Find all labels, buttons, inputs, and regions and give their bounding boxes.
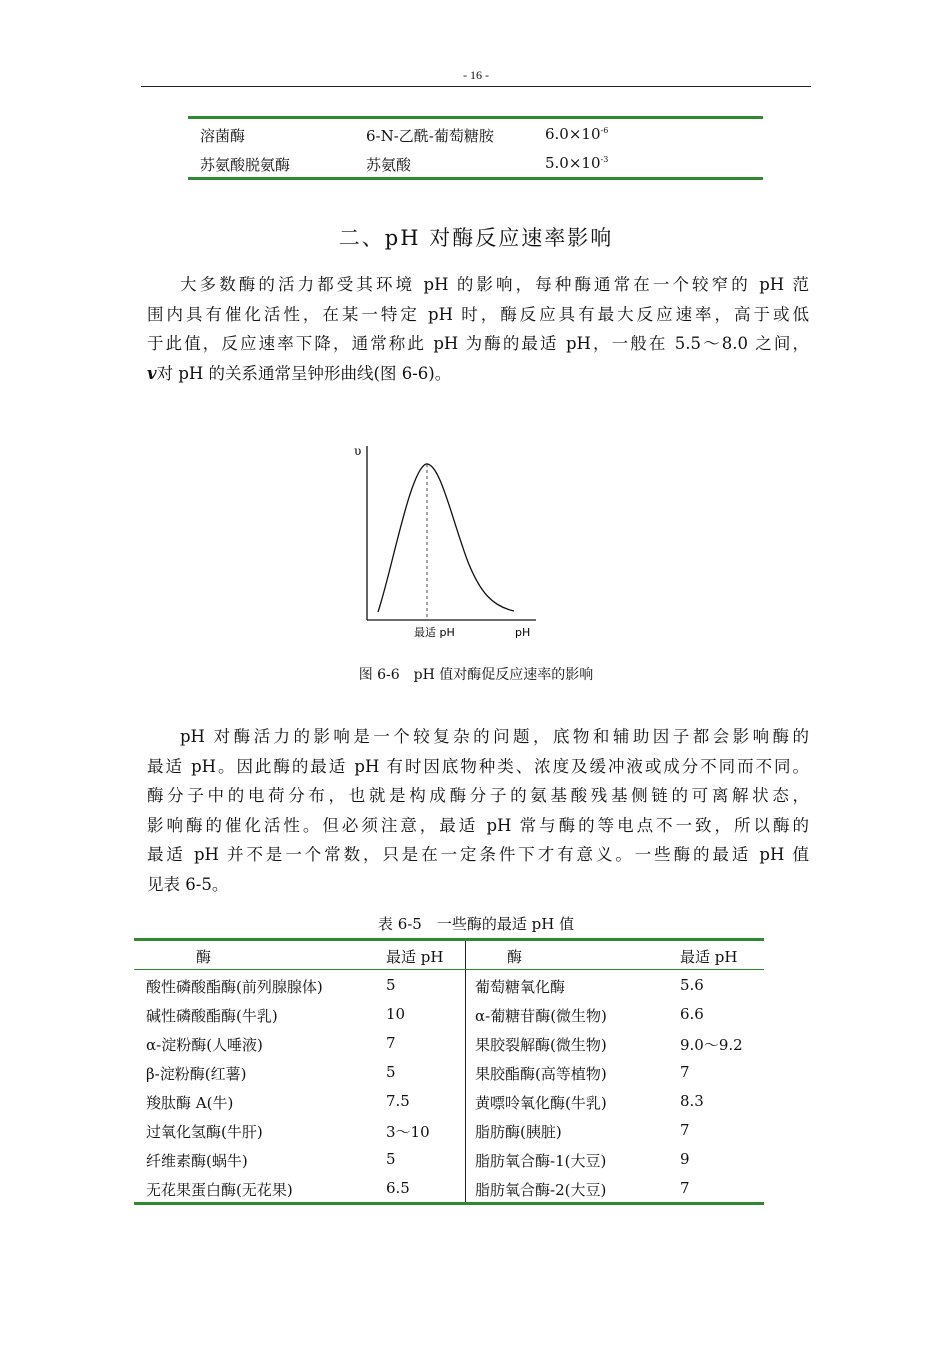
column-header: 最适 pH (680, 948, 738, 966)
table-caption: 表 6-5 一些酶的最适 pH 值 (377, 915, 575, 933)
table-cell: 6.5 (386, 1179, 410, 1197)
table-cell: 6-N-乙酰-葡萄糖胺 (366, 127, 494, 145)
table-cell: 苏氨酸脱氨酶 (200, 156, 291, 174)
table-body (134, 970, 764, 1202)
paragraph-line (147, 359, 809, 389)
table-cell: 7 (680, 1063, 690, 1081)
table-cell: 酸性磷酸酯酶(前列腺腺体) (146, 978, 323, 996)
bell-curve (378, 464, 514, 612)
km-exponent: -3 (600, 155, 609, 164)
table-cell: 无花果蛋白酶(无花果) (146, 1181, 293, 1199)
paragraph-line: 酶分子中的电荷分布，也就是构成酶分子的氨基酸残基侧链的可离解状态， (147, 786, 809, 805)
table-row (134, 1028, 764, 1057)
table-cell: 7 (386, 1034, 396, 1052)
table-row (134, 1115, 764, 1144)
table-cell: 7 (680, 1179, 690, 1197)
paragraph-line: 大多数酶的活力都受其环境 pH 的影响，每种酶通常在一个较窄的 pH 范 (180, 275, 809, 294)
table-cell: 6.6 (680, 1005, 704, 1023)
table-cell: 脂肪酶(胰脏) (475, 1123, 562, 1141)
paragraph-1 (147, 270, 809, 388)
table-cell: 脂肪氧合酶-2(大豆) (475, 1181, 607, 1199)
km-exponent: -6 (600, 126, 609, 135)
table-cell: 黄嘌呤氧化酶(牛乳) (475, 1094, 607, 1112)
table-row (134, 970, 764, 999)
table-cell: 脂肪氧合酶-1(大豆) (475, 1152, 607, 1170)
km-mantissa: 6.0×10 (545, 125, 601, 143)
table-cell: 过氧化氢酶(牛肝) (146, 1123, 263, 1141)
table-cell: 果胶裂解酶(微生物) (475, 1036, 607, 1054)
continued-table (188, 116, 763, 180)
paragraph-text: 对 pH 的关系通常呈钟形曲线(图 6-6)。 (156, 363, 452, 383)
table-cell (545, 125, 608, 143)
table-cell: 9 (680, 1150, 690, 1168)
x-label-optimum: 最适 pH (414, 626, 455, 639)
table-cell: β-淀粉酶(红薯) (146, 1065, 247, 1083)
paragraph-line: 见表 6-5。 (147, 874, 229, 894)
velocity-symbol: v (147, 363, 157, 383)
table-cell: 8.3 (680, 1092, 704, 1110)
paragraph-line: 围内具有催化活性，在某一特定 pH 时，酶反应具有最大反应速率，高于或低 (147, 304, 809, 324)
table-cell: 碱性磷酸酯酶(牛乳) (146, 1007, 278, 1025)
table-cell: 苏氨酸 (366, 156, 412, 174)
table-cell (545, 154, 608, 172)
paragraph-2 (147, 722, 809, 899)
x-label-ph: pH (515, 626, 531, 639)
section-title: 二、pH 对酶反应速率影响 (338, 226, 614, 250)
table-row (134, 999, 764, 1028)
bell-curve-figure (340, 440, 540, 650)
table-cell: 5 (386, 976, 396, 994)
column-header: 酶 (196, 948, 212, 966)
table-row (188, 119, 763, 148)
table-cell: α-葡糖苷酶(微生物) (475, 1007, 607, 1025)
table-cell: 羧肽酶 A(牛) (146, 1094, 234, 1112)
table-cell: 5.6 (680, 976, 704, 994)
table-cell: 10 (386, 1005, 406, 1023)
table-cell: 果胶酯酶(高等植物) (475, 1065, 607, 1083)
table-header-row (134, 941, 764, 970)
table-cell: 3～10 (386, 1123, 430, 1141)
paragraph-line: pH 对酶活力的影响是一个较复杂的问题，底物和辅助因子都会影响酶的 (180, 727, 809, 746)
paragraph-line: 影响酶的催化活性。但必须注意，最适 pH 常与酶的等电点不一致，所以酶的 (147, 815, 809, 835)
table-row (188, 148, 763, 177)
table-cell: α-淀粉酶(人唾液) (146, 1036, 263, 1054)
table-cell: 葡萄糖氧化酶 (475, 978, 566, 996)
table-row (134, 1057, 764, 1086)
paragraph-line: 最适 pH 并不是一个常数，只是在一定条件下才有意义。一些酶的最适 pH 值 (147, 845, 809, 864)
table-row (134, 1086, 764, 1115)
column-header: 酶 (507, 948, 523, 966)
table-cell: 7 (680, 1121, 690, 1139)
figure-caption: 图 6-6 pH 值对酶促反应速率的影响 (358, 667, 594, 683)
km-mantissa: 5.0×10 (545, 154, 601, 172)
table-cell: 9.0～9.2 (680, 1036, 743, 1054)
table-cell: 5 (386, 1150, 396, 1168)
y-axis-label: υ (354, 444, 362, 458)
table-row (134, 1144, 764, 1173)
column-header: 最适 pH (386, 948, 444, 966)
table-cell: 5 (386, 1063, 396, 1081)
header-rule (141, 86, 811, 87)
table-cell: 7.5 (386, 1092, 410, 1110)
table-cell: 纤维素酶(蜗牛) (146, 1152, 248, 1170)
optimum-ph-table (134, 938, 764, 1205)
page-number: - 16 - (463, 68, 489, 82)
table-cell: 溶菌酶 (200, 127, 246, 145)
table-row (134, 1173, 764, 1202)
paragraph-line: 最适 pH。因此酶的最适 pH 有时因底物种类、浓度及缓冲液或成分不同而不同。 (147, 756, 809, 776)
paragraph-line: 于此值，反应速率下降，通常称此 pH 为酶的最适 pH，一般在 5.5～8.0 之间， (147, 334, 809, 353)
